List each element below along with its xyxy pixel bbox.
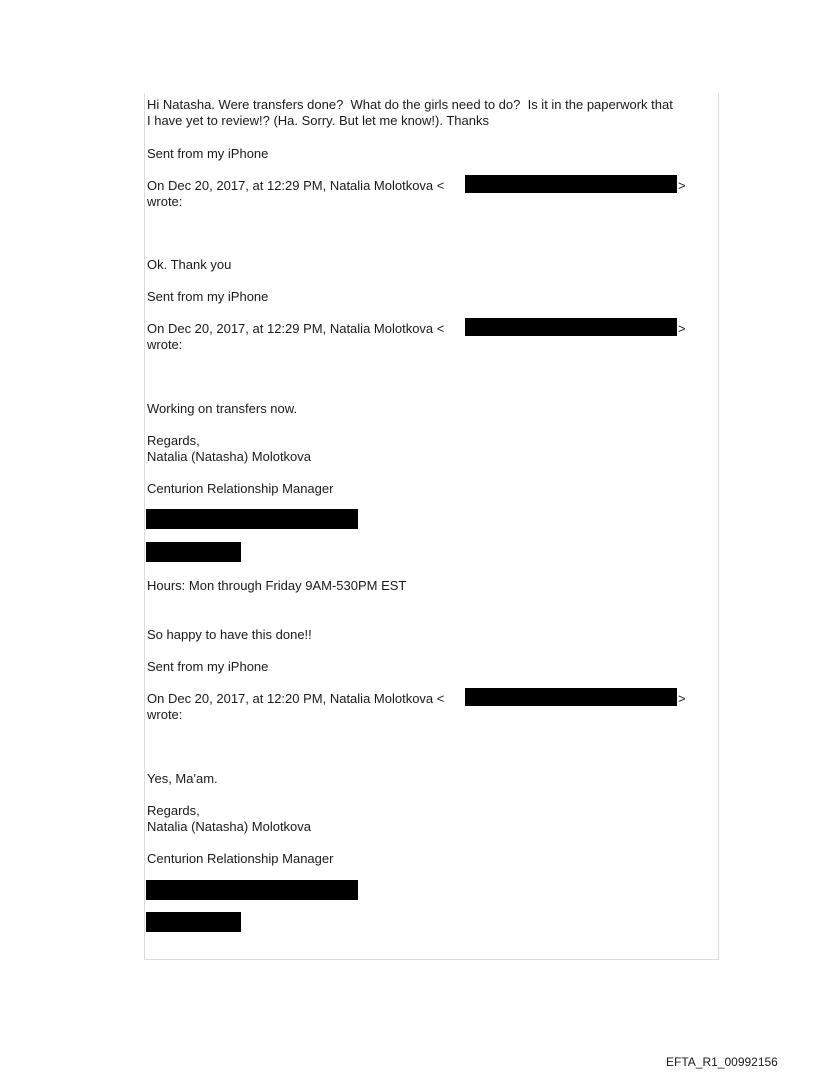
quote-header: On Dec 20, 2017, at 12:29 PM, Natalia Molotkova < xyxy=(147,321,445,336)
message-body-line: I have yet to review!? (Ha. Sorry. But let me know!). Thanks xyxy=(147,113,489,128)
redacted-email-address xyxy=(465,688,677,706)
signature-title: Centurion Relationship Manager xyxy=(147,481,334,496)
quote-header: On Dec 20, 2017, at 12:29 PM, Natalia Molotkova < xyxy=(147,178,445,193)
signature-name: Natalia (Natasha) Molotkova xyxy=(147,449,312,464)
quote-header-close: > xyxy=(678,321,686,336)
signature-hours: Hours: Mon through Friday 9AM-530PM EST xyxy=(147,578,407,593)
signature-regards: Regards, xyxy=(147,803,200,818)
quote-wrote: wrote: xyxy=(147,707,183,722)
document-id: EFTA_R1_00992156 xyxy=(666,1055,778,1069)
message-body: Ok. Thank you xyxy=(147,257,232,272)
redacted-email-address xyxy=(465,175,677,193)
redacted-contact-line xyxy=(146,542,241,562)
quote-header-close: > xyxy=(678,178,686,193)
redacted-email-address xyxy=(465,318,677,336)
message-body-line: Hi Natasha. Were transfers done? What do the girls need to do? Is it in the paperwork that xyxy=(147,97,673,112)
quote-header: On Dec 20, 2017, at 12:20 PM, Natalia Molotkova < xyxy=(147,691,445,706)
quote-wrote: wrote: xyxy=(147,194,183,209)
redacted-contact-line xyxy=(146,912,241,932)
signature-title: Centurion Relationship Manager xyxy=(147,851,334,866)
signature-name: Natalia (Natasha) Molotkova xyxy=(147,819,312,834)
message-body: Working on transfers now. xyxy=(147,401,298,416)
quote-header-close: > xyxy=(678,691,686,706)
sent-from-signature: Sent from my iPhone xyxy=(147,146,269,161)
signature-regards: Regards, xyxy=(147,433,200,448)
sent-from-signature: Sent from my iPhone xyxy=(147,659,269,674)
message-body: Yes, Ma'am. xyxy=(147,771,218,786)
redacted-contact-line xyxy=(146,880,358,900)
message-body: So happy to have this done!! xyxy=(147,627,312,642)
quote-wrote: wrote: xyxy=(147,337,183,352)
sent-from-signature: Sent from my iPhone xyxy=(147,289,269,304)
redacted-contact-line xyxy=(146,509,358,529)
